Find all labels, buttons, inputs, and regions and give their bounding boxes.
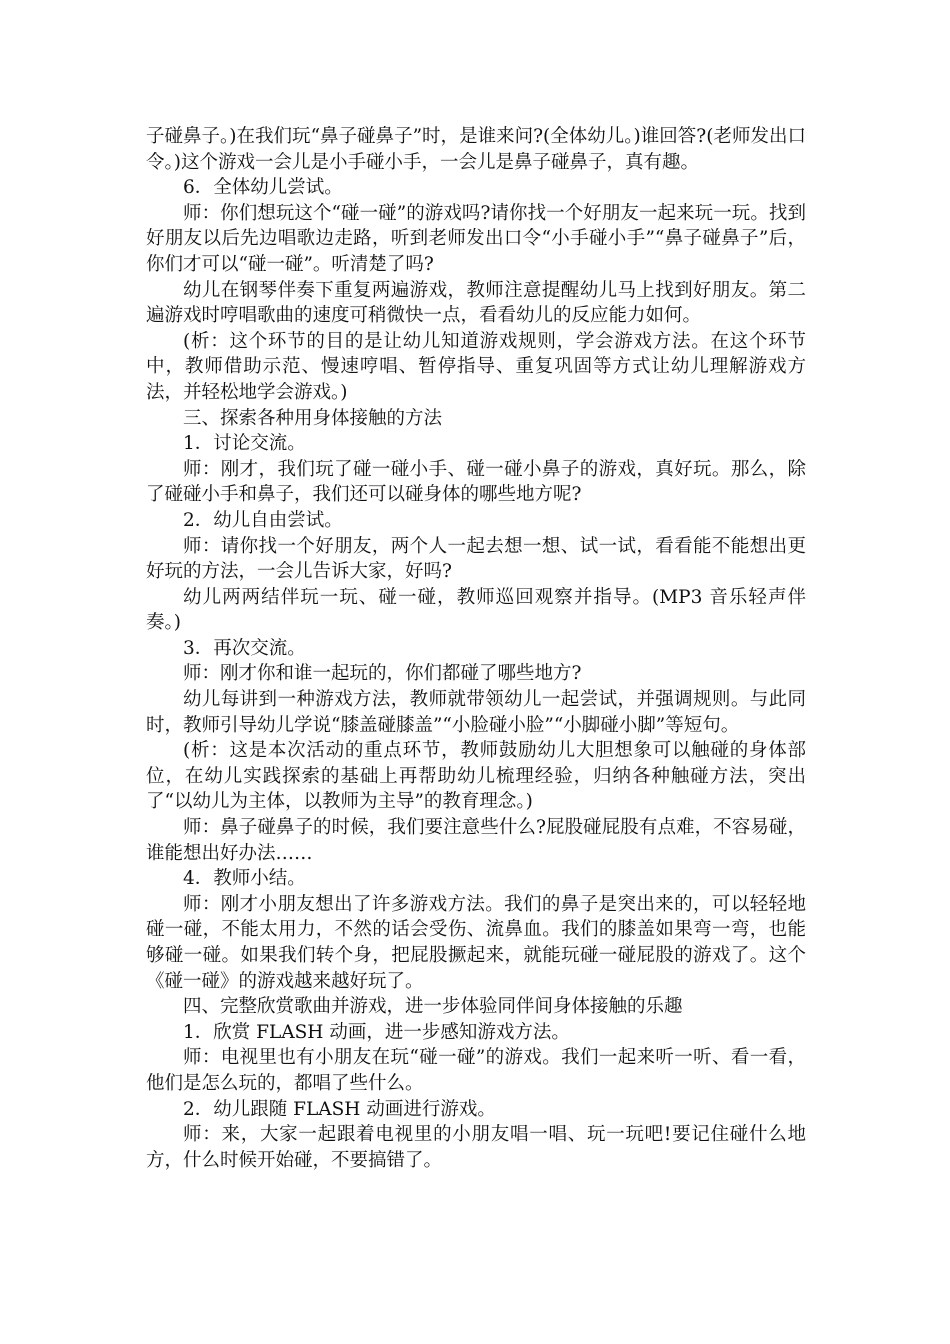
step-heading: 3．再次交流。 <box>183 637 306 659</box>
teacher-line: 师：刚才你和谁一起玩的，你们都碰了哪些地方? <box>183 663 582 685</box>
teacher-line: 师：鼻子碰鼻子的时候，我们要注意些什么?屁股碰屁股有点难，不容易碰，谁能想出好办法…… <box>146 817 806 864</box>
step-heading: 6．全体幼儿尝试。 <box>183 177 343 199</box>
section-heading: 四、完整欣赏歌曲并游戏，进一步体验同伴间身体接触的乐趣 <box>183 996 683 1018</box>
step-heading: 4．教师小结。 <box>183 868 306 890</box>
document-body <box>146 124 806 1173</box>
analysis-note: (析：这个环节的目的是让幼儿知道游戏规则，学会游戏方法。在这个环节中，教师借助示范、慢速哼唱、暂停指导、重复巩固等方式让幼儿理解游戏方法，并轻松地学会游戏。) <box>146 330 806 403</box>
teacher-line: 师：电视里也有小朋友在玩“碰一碰”的游戏。我们一起来听一听、看一看，他们是怎么玩的，都唱了些什么。 <box>146 1047 806 1094</box>
teacher-line: 师：来，大家一起跟着电视里的小朋友唱一唱、玩一玩吧!要记住碰什么地方，什么时候开始碰，不要搞错了。 <box>146 1124 806 1171</box>
section-heading: 三、探索各种用身体接触的方法 <box>183 407 443 429</box>
paragraph: 幼儿两两结伴玩一玩、碰一碰，教师巡回观察并指导。(MP3 音乐轻声伴奏。) <box>146 586 806 634</box>
step-heading: 2．幼儿跟随 FLASH 动画进行游戏。 <box>183 1098 496 1120</box>
paragraph-continuation: 子碰鼻子。)在我们玩“鼻子碰鼻子”时，是谁来问?(全体幼儿。)谁回答?(老师发出口令。)这个游戏一会儿是小手碰小手，一会儿是鼻子碰鼻子，真有趣。 <box>146 126 806 173</box>
step-heading: 2．幼儿自由尝试。 <box>183 509 343 531</box>
teacher-line: 师：你们想玩这个“碰一碰”的游戏吗?请你找一个好朋友一起来玩一玩。找到好朋友以后先边唱歌边走路，听到老师发出口令“小手碰小手”“鼻子碰鼻子”后，你们才可以“碰一碰”。听清楚了吗? <box>146 202 806 275</box>
step-heading: 1．欣赏 FLASH 动画，进一步感知游戏方法。 <box>183 1021 570 1043</box>
teacher-line: 师：刚才，我们玩了碰一碰小手、碰一碰小鼻子的游戏，真好玩。那么，除了碰碰小手和鼻子，我们还可以碰身体的哪些地方呢? <box>146 458 806 506</box>
teacher-line: 师：刚才小朋友想出了许多游戏方法。我们的鼻子是突出来的，可以轻轻地碰一碰，不能太用力，不然的话会受伤、流鼻血。我们的膝盖如果弯一弯，也能够碰一碰。如果我们转个身，把屁股撅起来，就能玩碰一碰屁股的游戏了。这个《碰一碰》的游戏越来越好玩了。 <box>146 893 806 992</box>
analysis-note: (析：这是本次活动的重点环节，教师鼓励幼儿大胆想象可以触碰的身体部位，在幼儿实践探索的基础上再帮助幼儿梳理经验，归纳各种触碰方法，突出了“以幼儿为主体，以教师为主导”的教育理念。) <box>146 740 806 813</box>
teacher-line: 师：请你找一个好朋友，两个人一起去想一想、试一试，看看能不能想出更好玩的方法，一会儿告诉大家，好吗? <box>146 535 806 583</box>
step-heading: 1．讨论交流。 <box>183 433 306 455</box>
paragraph: 幼儿每讲到一种游戏方法，教师就带领幼儿一起尝试，并强调规则。与此同时，教师引导幼儿学说“膝盖碰膝盖”“小脸碰小脸”“小脚碰小脚”等短句。 <box>146 689 806 736</box>
paragraph: 幼儿在钢琴伴奏下重复两遍游戏，教师注意提醒幼儿马上找到好朋友。第二遍游戏时哼唱歌曲的速度可稍微快一点，看看幼儿的反应能力如何。 <box>146 279 806 327</box>
